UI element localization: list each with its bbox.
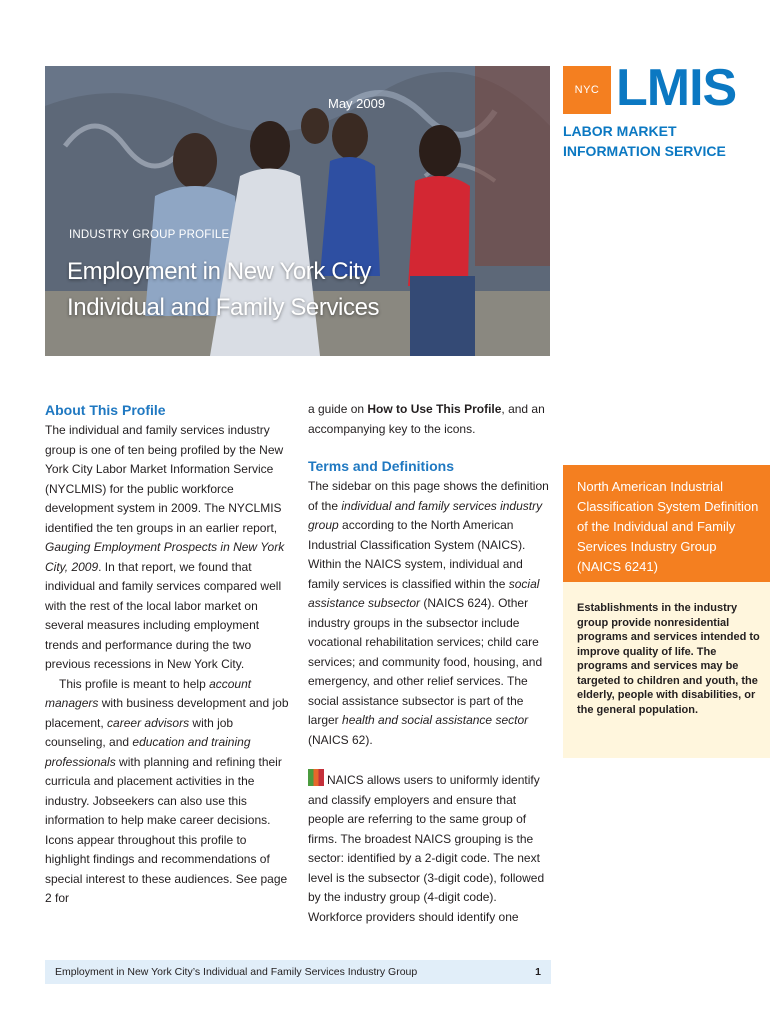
- terms-paragraph-1: [308, 477, 553, 750]
- lmis-logo: LMIS: [616, 59, 737, 117]
- column-terms: [308, 400, 553, 927]
- report-title: Gauging Employment Prospects in New York City, 2009: [45, 540, 285, 574]
- term-subsector: social assistance subsector: [308, 576, 540, 610]
- terms-heading: Terms and Definitions: [308, 458, 454, 474]
- about-p2-a: This profile is meant to help: [59, 676, 210, 691]
- logo-subtitle: [563, 121, 726, 161]
- terms-p1-c: according to the North American Industrial Classification System (NAICS). Within the NAICS system, individual and family services is classified within the: [308, 518, 526, 591]
- footer-title: Employment in New York City’s Individual and Family Services Industry Group: [55, 966, 418, 978]
- term-industry-group: individual and family services industry group: [308, 498, 543, 532]
- about-paragraph-2: [45, 675, 290, 909]
- about-p2-cont-c: , and an accompanying key to the icons.: [308, 402, 545, 436]
- naics-definition-sidebar: [563, 465, 770, 758]
- about-p1-text: The individual and family services industry group is one of ten being profiled by the New York City Labor Market Information Service (NYCLMIS) for the public workforce development system in 2009. The NYCLMIS identified the ten groups in an earlier report,: [45, 423, 284, 535]
- audience-education-professionals: education and training professionals: [45, 735, 251, 769]
- page-title: [67, 254, 379, 326]
- about-paragraph-1: [45, 421, 290, 675]
- logo-subtitle-line-1: LABOR MARKET: [563, 123, 677, 139]
- column-about: [45, 400, 290, 909]
- about-p2-cont-a: a guide on: [308, 402, 368, 416]
- terms-p2-text: NAICS allows users to uniformly identify and classify employers and ensure that people are referring to the same group of firms. The broadest NAICS grouping is the sector: identified by a 2-digit code. The next level is the subsector (3-digit code), followed by the industry group (4-digit code). Workforce providers should identify one: [308, 773, 545, 924]
- about-p2-g: with planning and refining their curricula and placement activities in the industry. Jobseekers can also use this information to help make career decisions. Icons appear throughout this profile to highlight findings and recommendations of special interest to these audiences. See page 2 for: [45, 754, 288, 905]
- logo-subtitle-line-2: INFORMATION SERVICE: [563, 143, 726, 159]
- terms-p1-a: The sidebar on this page shows the definition of the: [308, 479, 549, 513]
- title-line-1: Employment in New York City: [67, 258, 371, 285]
- audience-career-advisors: career advisors: [107, 715, 190, 730]
- audience-account-managers: account managers: [45, 676, 252, 710]
- about-paragraph-2-continued: [308, 400, 553, 439]
- profile-kicker: INDUSTRY GROUP PROFILE: [69, 229, 230, 241]
- hero-photo: [45, 66, 550, 356]
- sidebar-body: Establishments in the industry group provide nonresidential programs and services intended to improve quality of life. The programs and services may be targeted to children and youth, the elderly, people with disabilities, or the general population.: [577, 602, 760, 716]
- title-line-2: Individual and Family Services: [67, 294, 380, 321]
- sidebar-heading: North American Industrial Classification System Definition of the Individual and Family Services Industry Group (NAICS 6241): [563, 465, 770, 582]
- how-to-use-link-text: How to Use This Profile: [367, 402, 502, 416]
- terms-p1-g: (NAICS 62).: [308, 732, 373, 747]
- page-footer: [45, 960, 551, 984]
- terms-p1-e: (NAICS 624). Other industry groups in the subsector include vocational rehabilitation services; child care services; and community food, housing, and emergency, and other relief services. The social assistance subsector is part of the larger: [308, 596, 543, 727]
- nyc-logo-badge: NYC: [563, 66, 611, 114]
- term-sector: health and social assistance sector: [342, 713, 529, 727]
- about-p2-e: with job counseling, and: [45, 715, 234, 749]
- naics-icon: [308, 769, 324, 786]
- about-p1-rest: . In that report, we found that individual and family services compared well with the rest of the local labor market on several measures including employment trends and performance during the two previous recessions in New York City.: [45, 559, 282, 671]
- issue-date: May 2009: [328, 96, 386, 111]
- page-number: 1: [535, 966, 541, 978]
- about-p2-c: with business development and job placement,: [45, 696, 289, 730]
- about-heading: About This Profile: [45, 402, 166, 418]
- terms-paragraph-2: [308, 769, 553, 927]
